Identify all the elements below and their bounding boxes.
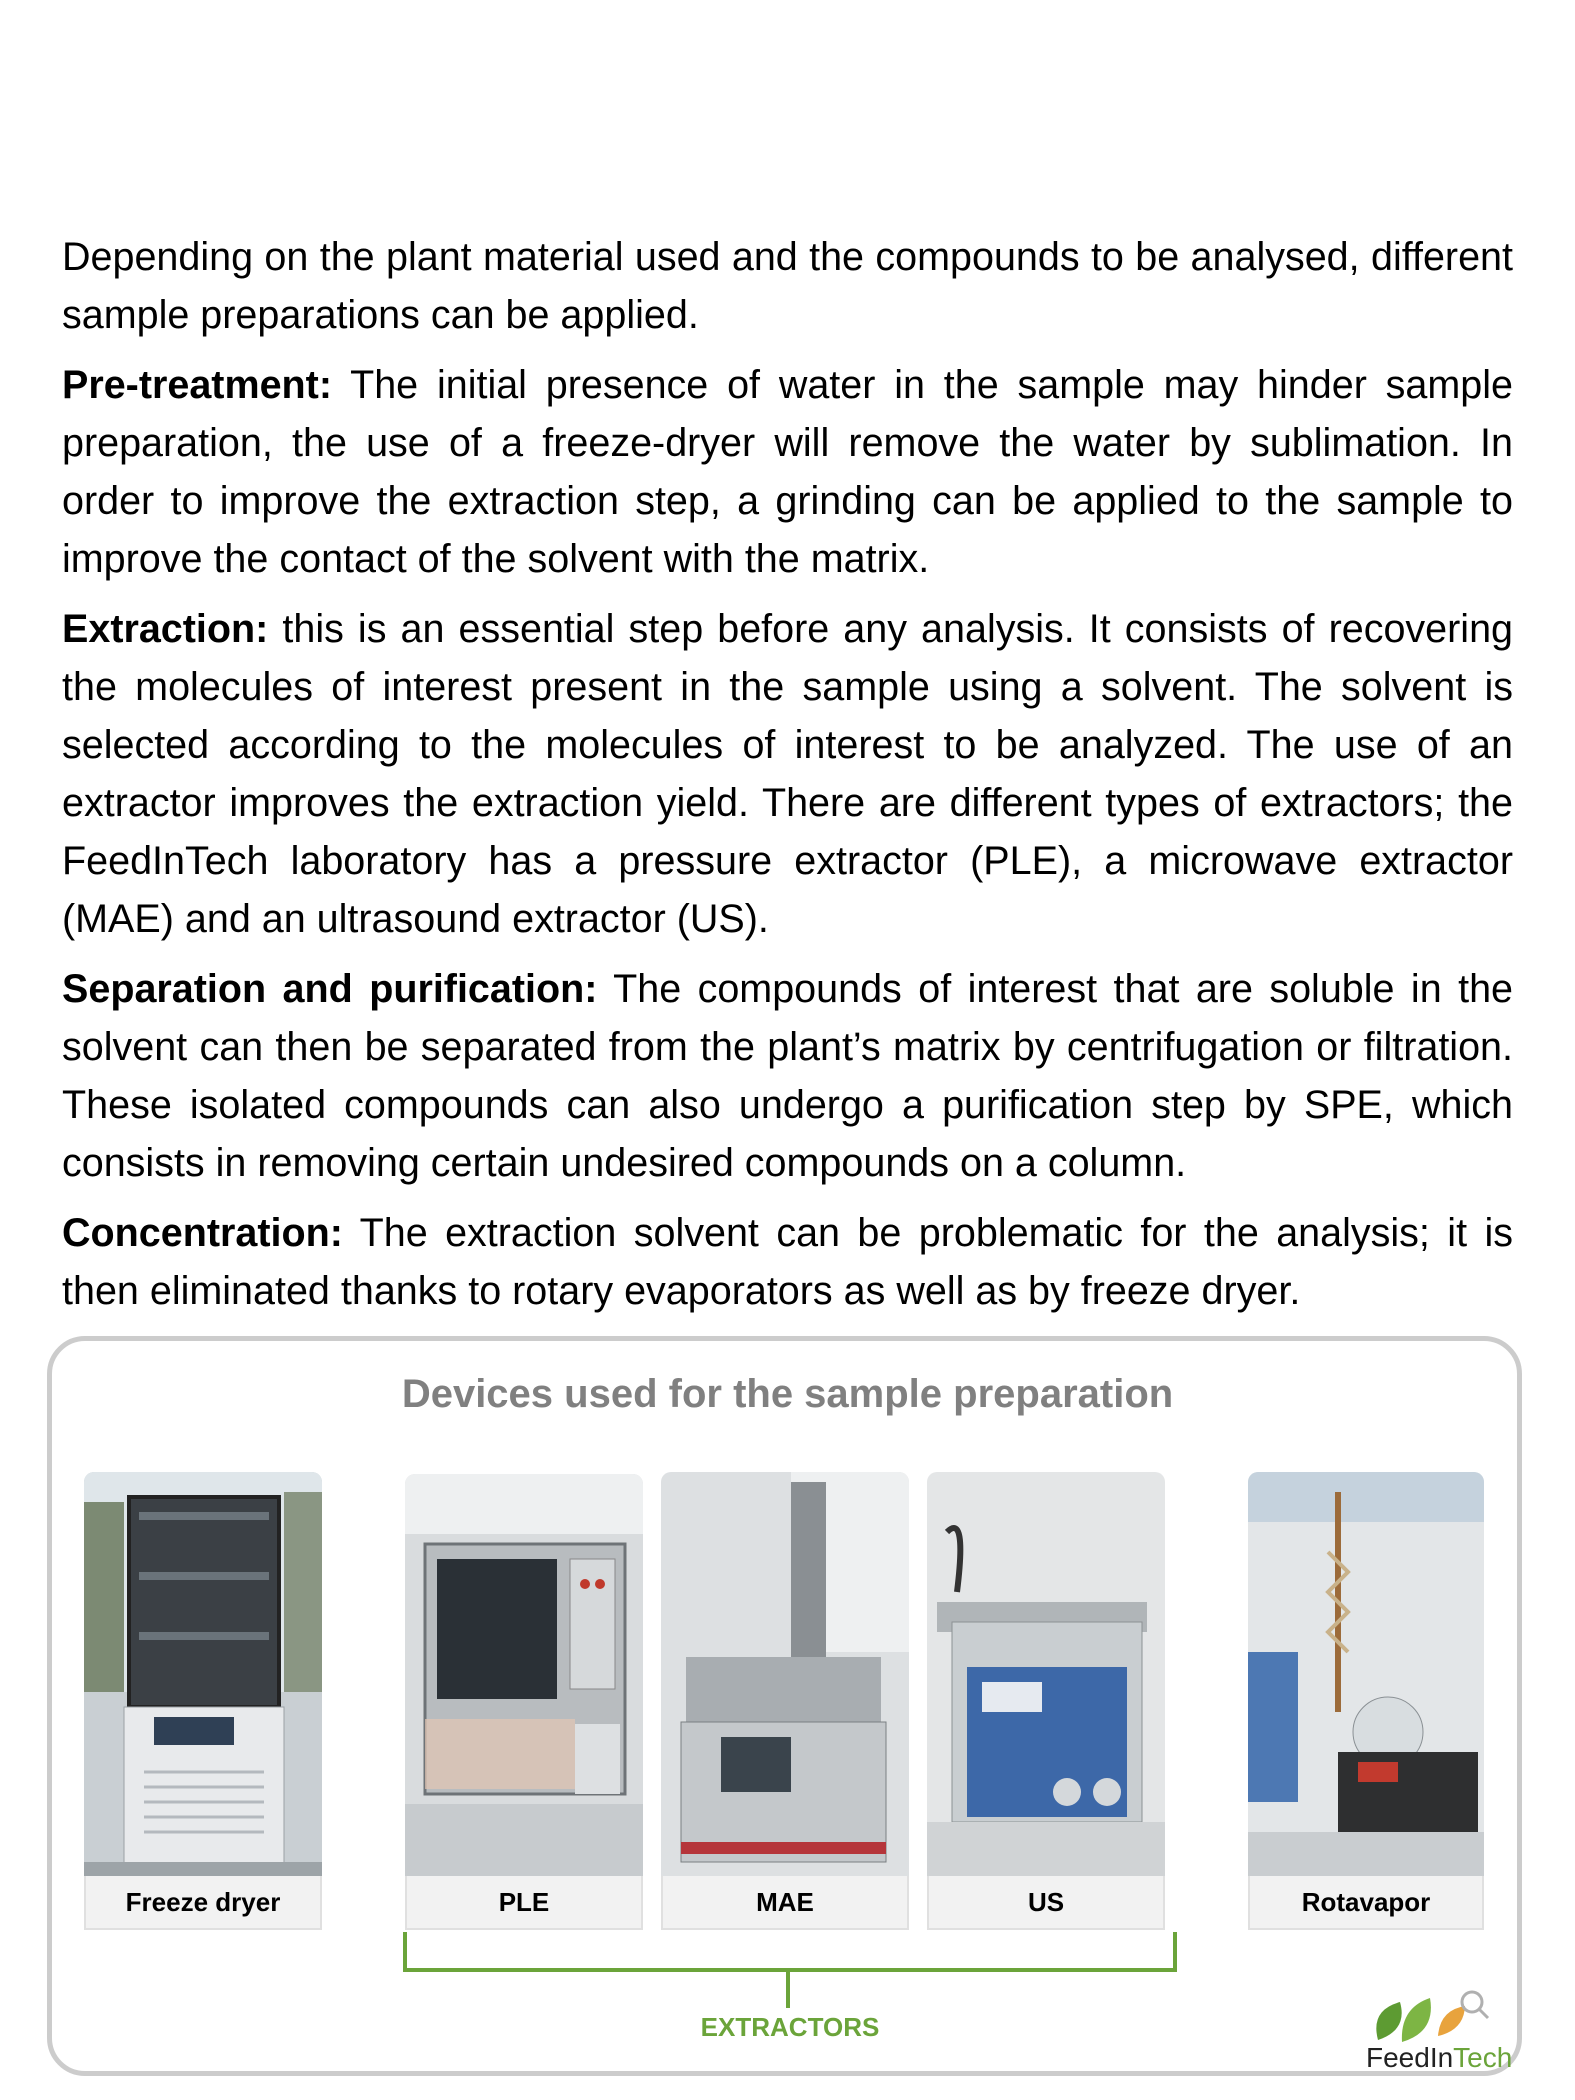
pretreatment-text: The initial presence of water in the sample may hinder sample preparation, the use of a freeze-dryer will remove the water by sublimation. In order to improve the extraction step, a grinding can be applied to the sample to improve the contact of the solvent with the matrix. (62, 363, 1513, 581)
pretreatment-label: Pre-treatment: (62, 363, 332, 407)
concentration-label: Concentration: (62, 1211, 343, 1255)
separation-label: Separation and purification: (62, 967, 598, 1011)
freeze-dryer-caption: Freeze dryer (84, 1876, 322, 1930)
extraction-label: Extraction: (62, 607, 269, 651)
pretreatment-paragraph (62, 356, 1513, 588)
extraction-text: this is an essential step before any analysis. It consists of recovering the molecules of interest present in the sample using a solvent. The solvent is selected according to the molecules of interest to be analyzed. The use of an extractor improves the extraction yield. There are different types of extractors; the FeedInTech laboratory has a pressure extractor (PLE), a microwave extractor (MAE) and an ultrasound extractor (US). (62, 607, 1513, 941)
body-text (62, 228, 1513, 1332)
mae-caption: MAE (661, 1876, 909, 1930)
concentration-paragraph (62, 1204, 1513, 1320)
separation-text: The compounds of interest that are soluble in the solvent can then be separated from the plant’s matrix by centrifugation or filtration. These isolated compounds can also undergo a purification step by SPE, which consists in removing certain undesired compounds on a column. (62, 967, 1514, 1185)
extractors-bracket-stem (786, 1968, 790, 2008)
us-caption: US (927, 1876, 1165, 1930)
logo-text-main: FeedIn (1366, 2042, 1454, 2073)
devices-title: Devices used for the sample preparation (401, 1372, 1174, 1416)
separation-paragraph (62, 960, 1513, 1192)
extractors-bracket (403, 1932, 1177, 1972)
mae-photo (661, 1472, 909, 1876)
concentration-text: The extraction solvent can be problematic for the analysis; it is then eliminated thanks to rotary evaporators as well as by freeze dryer. (62, 1211, 1513, 1313)
freeze-dryer-photo (84, 1472, 322, 1876)
extraction-paragraph (62, 600, 1513, 948)
ple-photo (405, 1474, 643, 1876)
extractors-label: EXTRACTORS (700, 2012, 880, 2042)
us-photo (927, 1472, 1165, 1876)
intro-paragraph: Depending on the plant material used and the compounds to be analysed, different sample preparations can be applied. (62, 235, 1513, 337)
logo-text-accent: Tech (1453, 2042, 1513, 2073)
feedintech-logo-text (1366, 2042, 1512, 2074)
ple-caption: PLE (405, 1876, 643, 1930)
rotavapor-caption: Rotavapor (1248, 1876, 1484, 1930)
rotavapor-photo (1248, 1472, 1484, 1876)
